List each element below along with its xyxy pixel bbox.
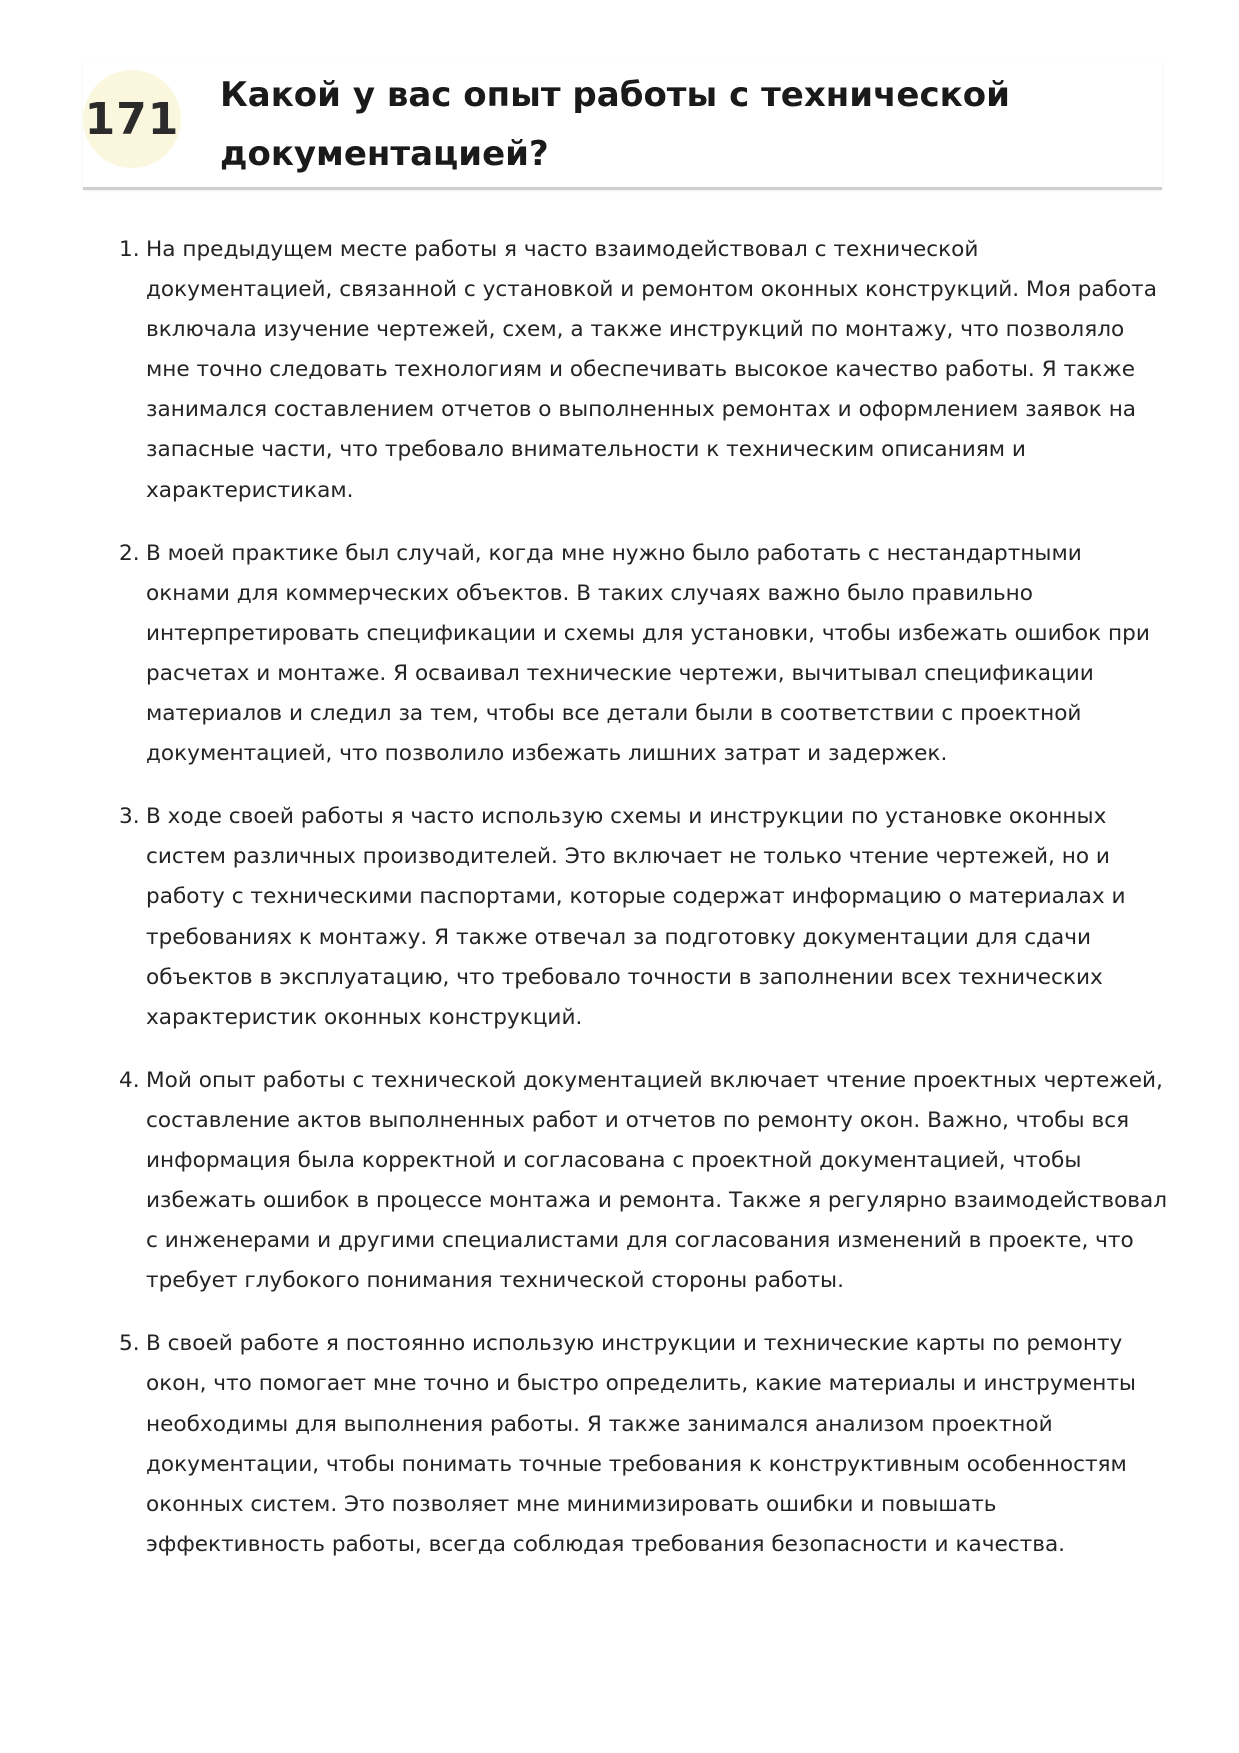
answer-number: 1.	[119, 237, 140, 262]
answer-text: В моей практике был случай, когда мне нужно было работать с нестандартными окнами для коммерческих объектов. В таких случаях важно было правильно интерпретировать спецификации и схемы для установки, чтобы избежать ошибок при расчетах и монтаже. Я осваивал технические чертежи, вычитывал спецификации материалов и следил за тем, чтобы все детали были в соответствии с проектной документацией, что позволило избежать лишних затрат и задержек.	[146, 540, 1150, 767]
answer-text: Мой опыт работы с технической документацией включает чтение проектных чертежей, составление актов выполненных работ и отчетов по ремонту окон. Важно, чтобы вся информация была корректной и согласована с проектной документацией, чтобы избежать ошибок в процессе монтажа и ремонта. Также я регулярно взаимодействовал с инженерами и другими специалистами для согласования изменений в проекте, что требует глубокого понимания технической стороны работы.	[146, 1067, 1168, 1294]
question-header	[83, 62, 1162, 190]
answer-text: На предыдущем месте работы я часто взаимодействовал с технической документацией, связанной с установкой и ремонтом оконных конструкций. Моя работа включала изучение чертежей, схем, а также инструкций по монтажу, что позволяло мне точно следовать технологиям и обеспечивать высокое качество работы. Я также занимался составлением отчетов о выполненных ремонтах и оформлением заявок на запасные части, что требовало внимательности к техническим описаниям и характеристикам.	[146, 237, 1157, 503]
answer-item	[95, 534, 1170, 775]
answer-item	[95, 230, 1170, 511]
answer-item	[95, 1324, 1170, 1565]
answer-item	[95, 1061, 1170, 1302]
question-title: Какой у вас опыт работы с технической документацией?	[220, 75, 1010, 174]
answer-text: В своей работе я постоянно использую инструкции и технические карты по ремонту окон, что помогает мне точно и быстро определить, какие материалы и инструменты необходимы для выполнения работы. Я также занимался анализом проектной документации, чтобы понимать точные требования к конструктивным особенностям оконных систем. Это позволяет мне минимизировать ошибки и повышать эффективность работы, всегда соблюдая требования безопасности и качества.	[146, 1331, 1136, 1557]
answer-number: 2.	[119, 540, 140, 566]
answer-text: В ходе своей работы я часто использую схемы и инструкции по установке оконных систем различных производителей. Это включает не только чтение чертежей, но и работу с техническими паспортами, которые содержат информацию о материалах и требованиях к монтажу. Я также отвечал за подготовку документации для сдачи объектов в эксплуатацию, что требовало точности в заполнении всех технических характеристик оконных конструкций.	[146, 804, 1126, 1030]
answer-number: 3.	[119, 804, 140, 830]
answer-number: 5.	[119, 1331, 140, 1357]
question-number-badge: 171	[83, 70, 181, 168]
answer-number: 4.	[119, 1067, 140, 1093]
answer-list	[95, 230, 1170, 1588]
answer-item	[95, 797, 1170, 1038]
